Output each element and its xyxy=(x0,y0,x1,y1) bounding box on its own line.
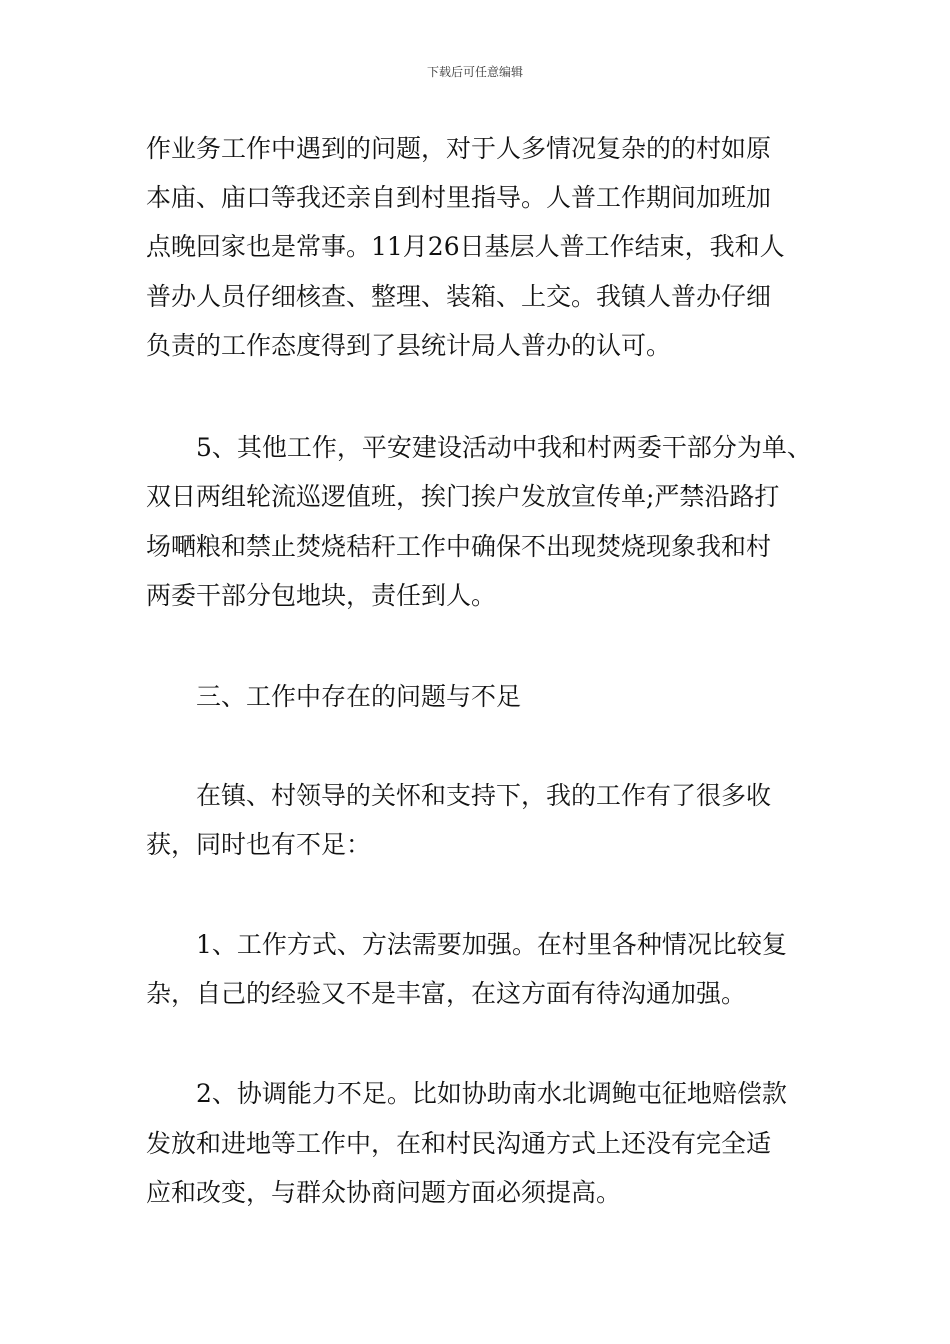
text-line: 本庙、庙口等我还亲自到村里指导。人普工作期间加班加 xyxy=(146,183,772,212)
text-line: 作业务工作中遇到的问题，对于人多情况复杂的的村如原 xyxy=(146,134,772,163)
section-heading-text: 三、工作中存在的问题与不足 xyxy=(196,682,522,711)
text-line: 点晚回家也是常事。11月26日基层人普工作结束，我和人 xyxy=(146,232,785,261)
text-line: 两委干部分包地块，责任到人。 xyxy=(146,581,497,610)
text-line: 普办人员仔细核查、整理、装箱、上交。我镇人普办仔细 xyxy=(146,282,772,311)
text-line: 获，同时也有不足： xyxy=(146,830,372,859)
text-line: 双日两组轮流巡逻值班，挨门挨户发放宣传单;严禁沿路打 xyxy=(146,482,780,511)
text-line: 负责的工作态度得到了县统计局人普办的认可。 xyxy=(146,331,672,360)
text-line: 发放和进地等工作中，在和村民沟通方式上还没有完全适 xyxy=(146,1129,772,1158)
text-line: 应和改变，与群众协商问题方面必须提高。 xyxy=(146,1178,622,1207)
text-line: 场嗮粮和禁止焚烧秸秆工作中确保不出现焚烧现象我和村 xyxy=(146,532,772,561)
text-line: 2、协调能力不足。比如协助南水北调鲍屯征地赔偿款 xyxy=(196,1079,787,1108)
text-line: 1、工作方式、方法需要加强。在村里各种情况比较复 xyxy=(196,930,787,959)
text-line: 5、其他工作，平安建设活动中我和村两委干部分为单、 xyxy=(196,433,812,462)
text-line: 杂，自己的经验又不是丰富，在这方面有待沟通加强。 xyxy=(146,979,747,1008)
page-header: 下载后可任意编辑 xyxy=(426,65,523,79)
text-line: 在镇、村领导的关怀和支持下，我的工作有了很多收 xyxy=(196,781,772,810)
